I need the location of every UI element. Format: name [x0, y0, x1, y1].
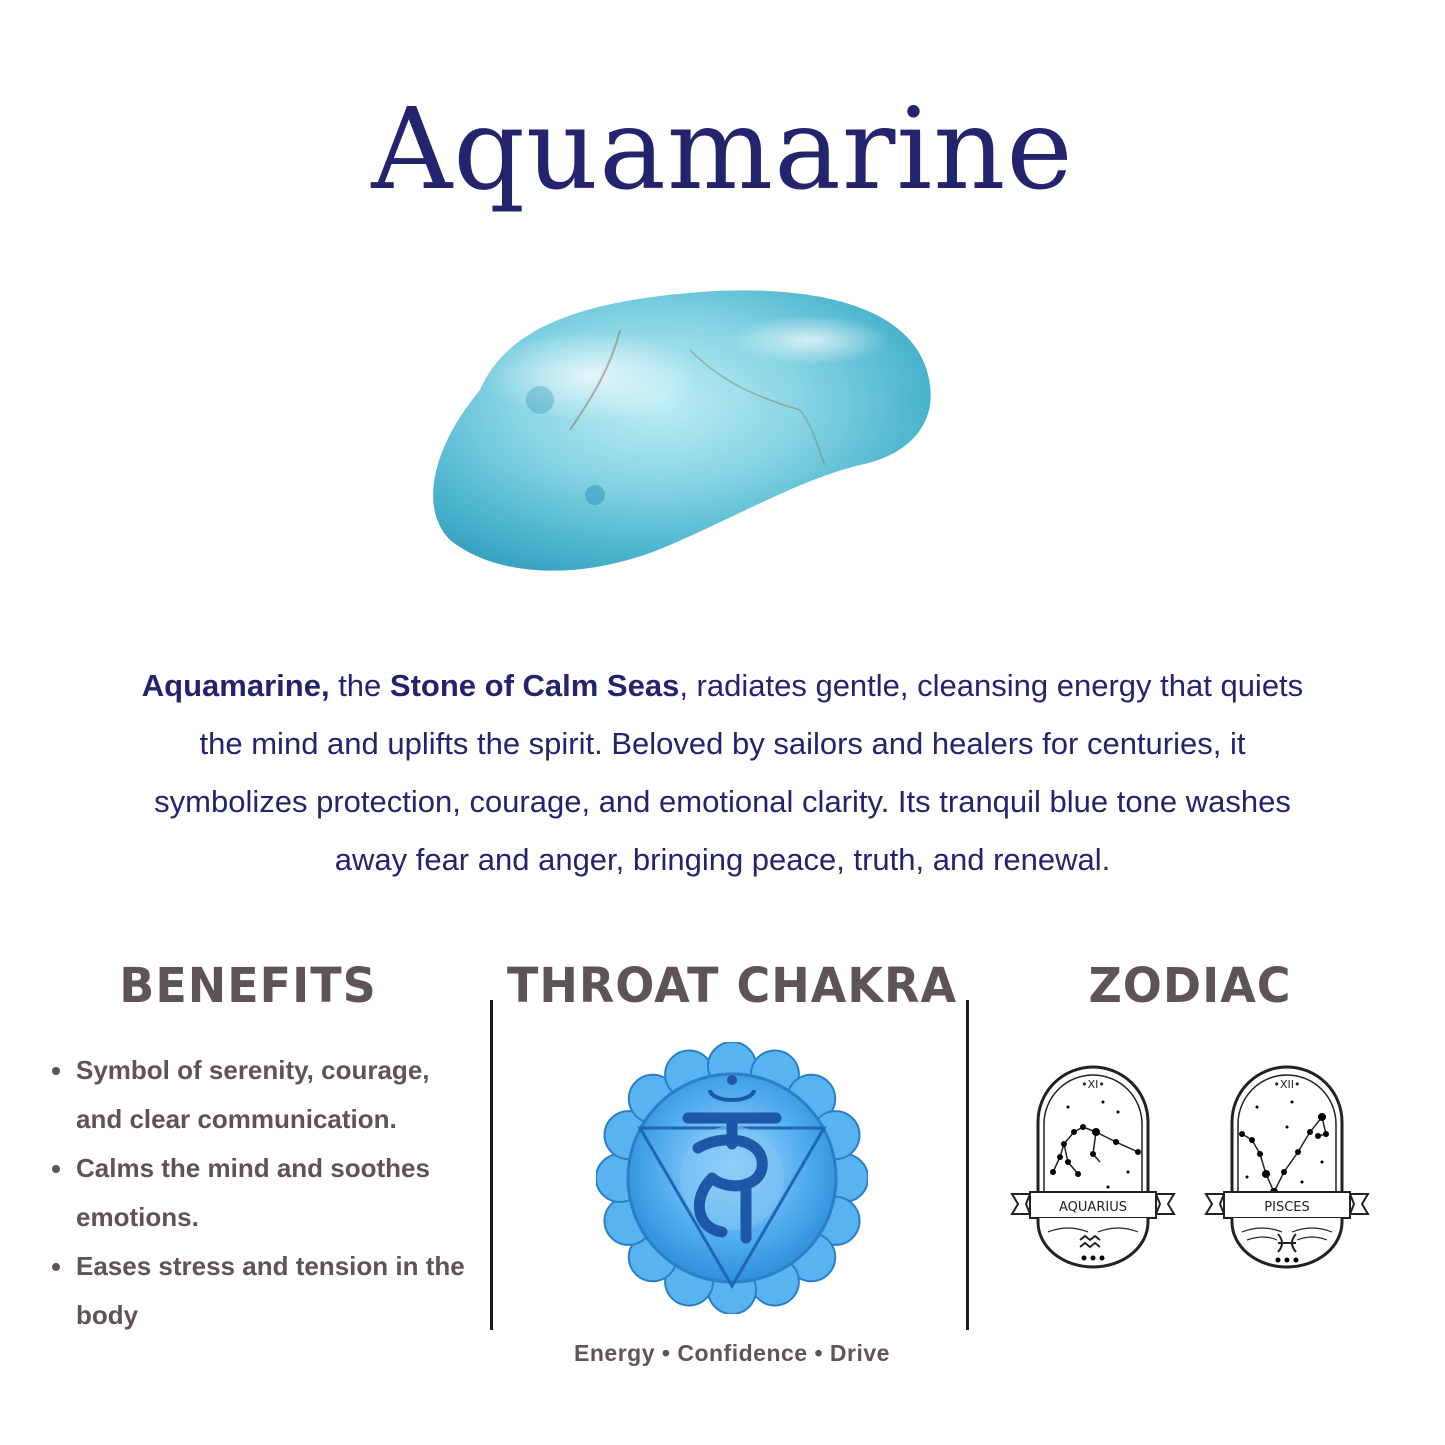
benefits-heading: BENEFITS [119, 956, 377, 1014]
description-stone-nickname: Stone of Calm Seas [389, 668, 680, 703]
list-item: Eases stress and tension in the body [48, 1242, 468, 1340]
description-text-2: , radiates gentle, cleansing energy that quiets the mind and uplifts the spirit. Beloved by sailors and healers for centuries, it symbolizes protection, courage, and emotional clarity. Its tranquil blue tone washes away fear and anger, bringing peace, truth, and renewal. [154, 668, 1304, 877]
pisces-numeral: •XII• [1273, 1078, 1301, 1091]
pisces-label: PISCES [1264, 1200, 1310, 1215]
chakra-keywords: Energy • Confidence • Drive [574, 1340, 890, 1366]
column-divider-right [966, 1000, 969, 1330]
benefits-list [48, 1046, 468, 1340]
aquarius-icon [1008, 1062, 1178, 1272]
list-item: Calms the mind and soothes emotions. [48, 1144, 468, 1242]
aquarius-label: AQUARIUS [1059, 1200, 1127, 1215]
aquarius-numeral: •XI• [1081, 1078, 1105, 1091]
pisces-icon [1202, 1062, 1372, 1272]
aquamarine-stone-image [420, 280, 950, 590]
list-item: Symbol of serenity, courage, and clear communication. [48, 1046, 468, 1144]
description-stone-name: Aquamarine, [141, 668, 330, 703]
zodiac-heading: ZODIAC [1088, 956, 1292, 1014]
page-title: Aquamarine [371, 85, 1074, 215]
throat-chakra-icon [596, 1042, 868, 1314]
column-divider-left [490, 1000, 493, 1330]
chakra-heading: THROAT CHAKRA [506, 956, 958, 1014]
description-text-1: the [329, 668, 390, 703]
stone-description [120, 657, 1325, 889]
